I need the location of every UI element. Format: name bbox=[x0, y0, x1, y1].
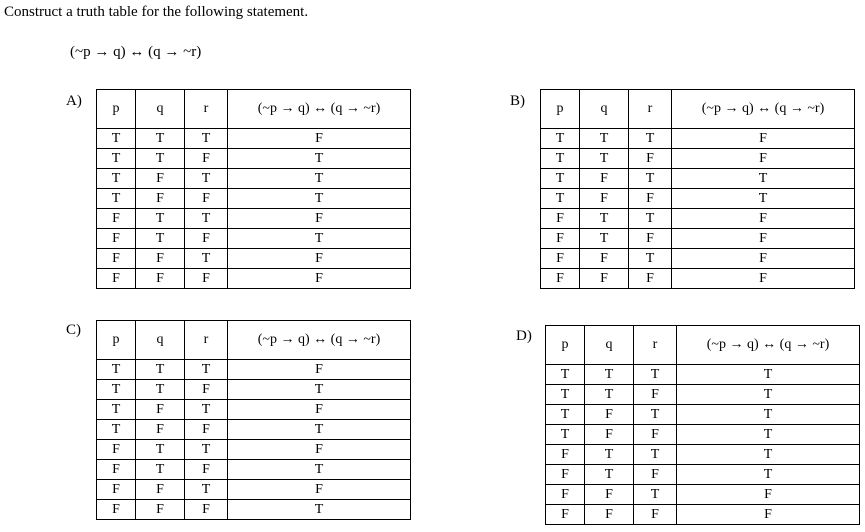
cell: F bbox=[585, 505, 634, 525]
cell: T bbox=[546, 425, 585, 445]
table-row bbox=[546, 465, 860, 485]
table-row bbox=[97, 229, 411, 249]
cell: T bbox=[677, 425, 860, 445]
cell: T bbox=[136, 440, 185, 460]
header-q: q bbox=[580, 90, 629, 129]
cell: F bbox=[580, 249, 629, 269]
cell: F bbox=[97, 249, 136, 269]
header-q: q bbox=[136, 90, 185, 129]
cell: F bbox=[228, 129, 411, 149]
cell: T bbox=[136, 380, 185, 400]
table-row bbox=[97, 500, 411, 520]
cell: T bbox=[97, 189, 136, 209]
cell: T bbox=[185, 400, 228, 420]
table-row bbox=[541, 169, 855, 189]
cell: F bbox=[541, 209, 580, 229]
header-statement: (~p → q) ↔ (q → ~r) bbox=[228, 321, 411, 360]
cell: T bbox=[541, 189, 580, 209]
cell: T bbox=[136, 229, 185, 249]
table-row bbox=[97, 249, 411, 269]
cell: F bbox=[136, 189, 185, 209]
header-statement: (~p → q) ↔ (q → ~r) bbox=[228, 90, 411, 129]
cell: F bbox=[585, 425, 634, 445]
cell: T bbox=[634, 445, 677, 465]
cell: T bbox=[541, 169, 580, 189]
header-statement: (~p → q) ↔ (q → ~r) bbox=[672, 90, 855, 129]
cell: F bbox=[546, 465, 585, 485]
cell: F bbox=[585, 405, 634, 425]
cell: T bbox=[97, 420, 136, 440]
cell: T bbox=[580, 209, 629, 229]
table-row bbox=[97, 189, 411, 209]
cell: T bbox=[580, 149, 629, 169]
cell: T bbox=[546, 385, 585, 405]
cell: F bbox=[672, 269, 855, 289]
cell: F bbox=[136, 249, 185, 269]
cell: F bbox=[672, 149, 855, 169]
cell: T bbox=[634, 405, 677, 425]
table-row bbox=[97, 209, 411, 229]
cell: F bbox=[585, 485, 634, 505]
table-row bbox=[546, 405, 860, 425]
cell: F bbox=[136, 400, 185, 420]
header-q: q bbox=[585, 326, 634, 365]
option-label: B) bbox=[510, 93, 525, 109]
cell: F bbox=[541, 269, 580, 289]
cell: T bbox=[677, 445, 860, 465]
cell: F bbox=[228, 269, 411, 289]
cell: F bbox=[541, 249, 580, 269]
cell: T bbox=[629, 209, 672, 229]
cell: F bbox=[228, 480, 411, 500]
cell: F bbox=[228, 209, 411, 229]
cell: F bbox=[97, 209, 136, 229]
truth-table bbox=[545, 325, 860, 525]
table-row bbox=[541, 209, 855, 229]
table-row bbox=[97, 460, 411, 480]
cell: F bbox=[546, 505, 585, 525]
table-row bbox=[97, 149, 411, 169]
cell: F bbox=[136, 480, 185, 500]
cell: T bbox=[136, 460, 185, 480]
option-label: D) bbox=[516, 328, 532, 344]
table-row bbox=[546, 385, 860, 405]
truth-table bbox=[540, 89, 855, 289]
cell: F bbox=[185, 500, 228, 520]
table-row bbox=[546, 445, 860, 465]
cell: F bbox=[97, 440, 136, 460]
cell: T bbox=[546, 405, 585, 425]
cell: T bbox=[185, 129, 228, 149]
cell: F bbox=[97, 269, 136, 289]
cell: T bbox=[228, 420, 411, 440]
cell: T bbox=[672, 169, 855, 189]
cell: F bbox=[634, 425, 677, 445]
cell: F bbox=[629, 189, 672, 209]
cell: T bbox=[672, 189, 855, 209]
table-row bbox=[97, 129, 411, 149]
cell: T bbox=[629, 169, 672, 189]
cell: T bbox=[185, 480, 228, 500]
cell: F bbox=[136, 420, 185, 440]
cell: F bbox=[97, 460, 136, 480]
instruction-text: Construct a truth table for the following statement. bbox=[4, 4, 309, 20]
table-row bbox=[546, 425, 860, 445]
table-row bbox=[546, 485, 860, 505]
truth-table bbox=[96, 320, 411, 520]
table-row bbox=[97, 420, 411, 440]
cell: F bbox=[672, 129, 855, 149]
cell: F bbox=[185, 149, 228, 169]
header-p: p bbox=[97, 90, 136, 129]
cell: F bbox=[677, 485, 860, 505]
cell: T bbox=[97, 360, 136, 380]
cell: F bbox=[97, 500, 136, 520]
cell: T bbox=[585, 465, 634, 485]
cell: F bbox=[136, 169, 185, 189]
cell: T bbox=[677, 365, 860, 385]
cell: T bbox=[228, 229, 411, 249]
cell: T bbox=[185, 209, 228, 229]
cell: T bbox=[677, 465, 860, 485]
cell: T bbox=[585, 385, 634, 405]
cell: T bbox=[629, 129, 672, 149]
cell: T bbox=[228, 380, 411, 400]
table-row bbox=[546, 505, 860, 525]
cell: F bbox=[629, 229, 672, 249]
cell: T bbox=[97, 129, 136, 149]
table-row bbox=[546, 365, 860, 385]
cell: T bbox=[546, 365, 585, 385]
header-p: p bbox=[541, 90, 580, 129]
cell: F bbox=[672, 209, 855, 229]
cell: T bbox=[185, 440, 228, 460]
cell: T bbox=[136, 209, 185, 229]
cell: T bbox=[228, 149, 411, 169]
cell: T bbox=[629, 249, 672, 269]
cell: F bbox=[546, 445, 585, 465]
table-row bbox=[97, 440, 411, 460]
table-row bbox=[541, 269, 855, 289]
cell: F bbox=[185, 420, 228, 440]
cell: T bbox=[580, 129, 629, 149]
cell: T bbox=[677, 405, 860, 425]
cell: F bbox=[97, 480, 136, 500]
cell: F bbox=[629, 149, 672, 169]
cell: F bbox=[228, 360, 411, 380]
table-row bbox=[541, 229, 855, 249]
table-row bbox=[97, 269, 411, 289]
option-label: A) bbox=[66, 93, 82, 109]
cell: F bbox=[185, 189, 228, 209]
cell: F bbox=[136, 269, 185, 289]
header-r: r bbox=[629, 90, 672, 129]
header-r: r bbox=[185, 90, 228, 129]
cell: T bbox=[136, 360, 185, 380]
cell: T bbox=[541, 149, 580, 169]
cell: T bbox=[136, 129, 185, 149]
cell: F bbox=[634, 385, 677, 405]
cell: T bbox=[228, 189, 411, 209]
option-label: C) bbox=[66, 322, 81, 338]
cell: T bbox=[541, 129, 580, 149]
table-row bbox=[541, 249, 855, 269]
cell: F bbox=[672, 249, 855, 269]
cell: F bbox=[185, 229, 228, 249]
cell: F bbox=[580, 269, 629, 289]
cell: T bbox=[634, 485, 677, 505]
header-statement: (~p → q) ↔ (q → ~r) bbox=[677, 326, 860, 365]
cell: F bbox=[546, 485, 585, 505]
cell: F bbox=[97, 229, 136, 249]
cell: T bbox=[580, 229, 629, 249]
cell: F bbox=[541, 229, 580, 249]
header-q: q bbox=[136, 321, 185, 360]
cell: T bbox=[97, 400, 136, 420]
cell: T bbox=[228, 169, 411, 189]
table-row bbox=[97, 400, 411, 420]
table-row bbox=[97, 169, 411, 189]
cell: T bbox=[185, 360, 228, 380]
header-r: r bbox=[185, 321, 228, 360]
cell: F bbox=[228, 440, 411, 460]
cell: T bbox=[585, 445, 634, 465]
cell: F bbox=[629, 269, 672, 289]
cell: T bbox=[634, 365, 677, 385]
cell: F bbox=[185, 460, 228, 480]
header-p: p bbox=[97, 321, 136, 360]
cell: T bbox=[677, 385, 860, 405]
table-row bbox=[541, 149, 855, 169]
truth-table bbox=[96, 89, 411, 289]
cell: T bbox=[97, 149, 136, 169]
cell: T bbox=[228, 460, 411, 480]
cell: F bbox=[672, 229, 855, 249]
cell: T bbox=[97, 169, 136, 189]
table-row bbox=[97, 380, 411, 400]
cell: F bbox=[228, 400, 411, 420]
cell: F bbox=[580, 189, 629, 209]
table-row bbox=[541, 189, 855, 209]
table-row bbox=[97, 360, 411, 380]
cell: F bbox=[634, 465, 677, 485]
cell: F bbox=[136, 500, 185, 520]
cell: F bbox=[185, 269, 228, 289]
statement-text: (~p → q) ↔ (q → ~r) bbox=[70, 44, 202, 60]
header-r: r bbox=[634, 326, 677, 365]
cell: F bbox=[580, 169, 629, 189]
cell: T bbox=[585, 365, 634, 385]
cell: F bbox=[677, 505, 860, 525]
cell: F bbox=[185, 380, 228, 400]
table-row bbox=[97, 480, 411, 500]
cell: T bbox=[97, 380, 136, 400]
cell: F bbox=[228, 249, 411, 269]
table-row bbox=[541, 129, 855, 149]
cell: F bbox=[634, 505, 677, 525]
cell: T bbox=[185, 249, 228, 269]
cell: T bbox=[136, 149, 185, 169]
cell: T bbox=[185, 169, 228, 189]
header-p: p bbox=[546, 326, 585, 365]
cell: T bbox=[228, 500, 411, 520]
